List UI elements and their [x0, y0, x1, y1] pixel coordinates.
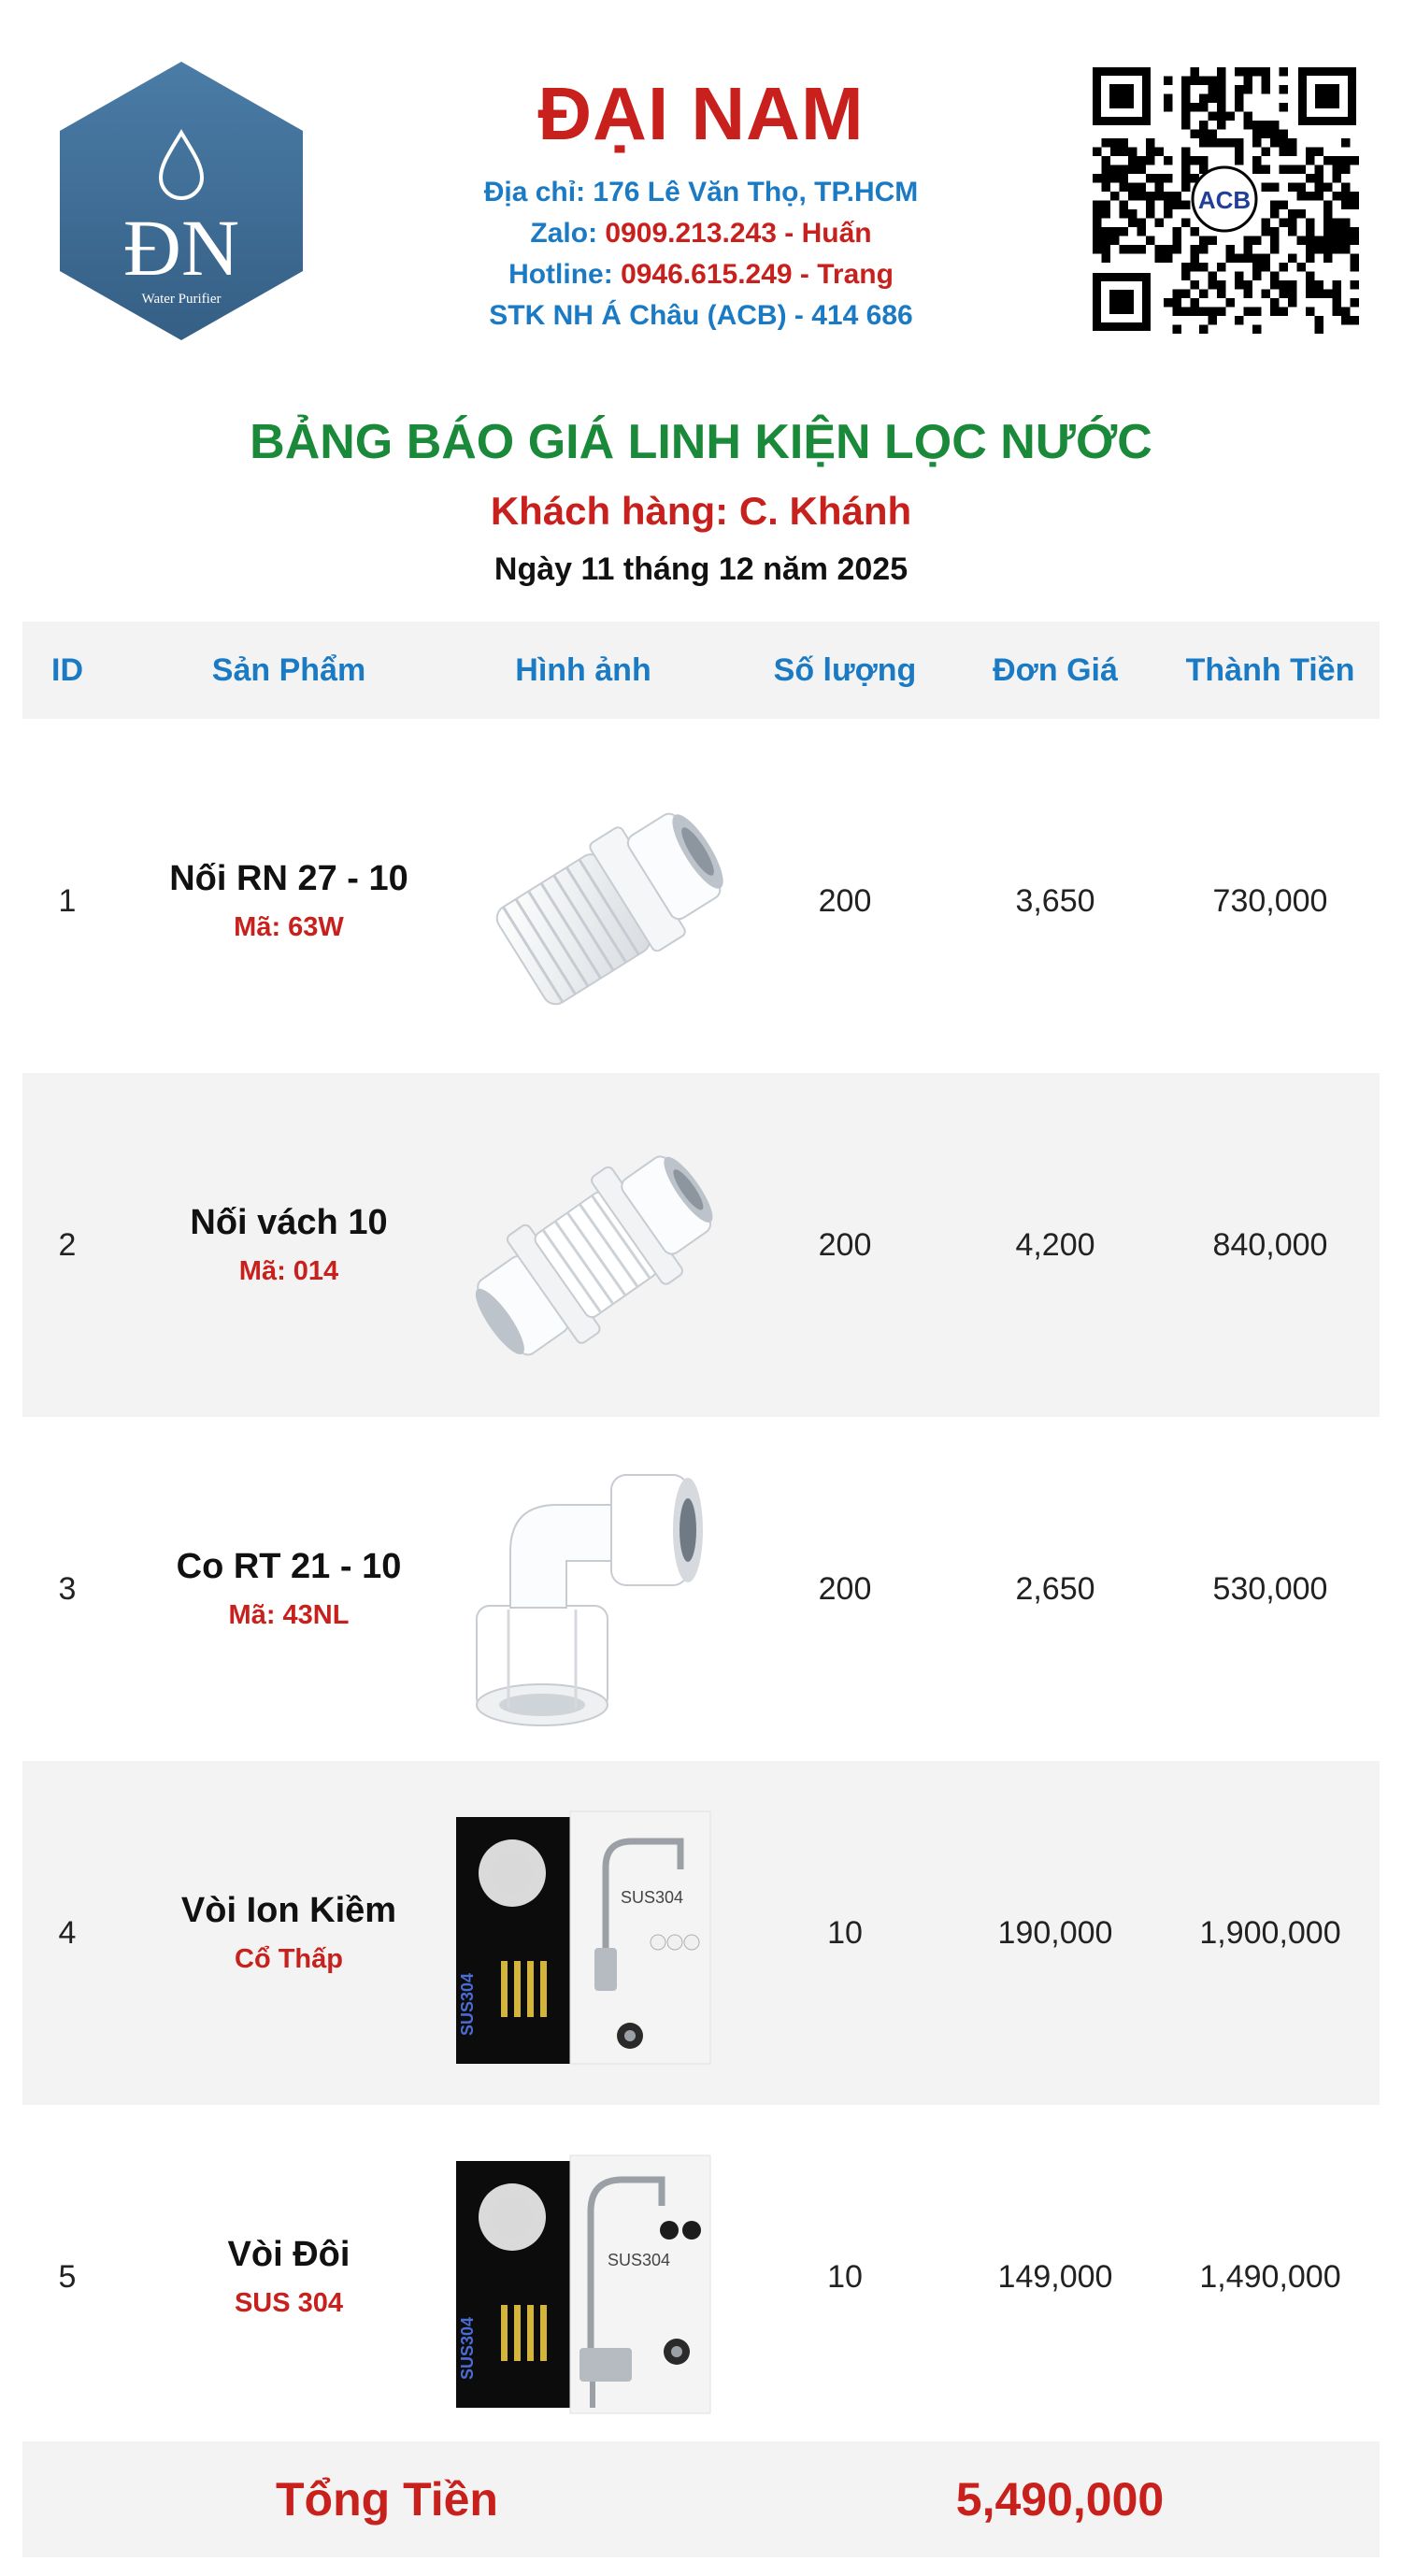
header-id: ID — [51, 652, 83, 688]
quote-date: Ngày 11 tháng 12 năm 2025 — [494, 551, 908, 587]
header-unit-price: Đơn Giá — [993, 652, 1118, 688]
qr-badge: ACB — [1197, 186, 1252, 214]
line-total: 1,490,000 — [1199, 2258, 1341, 2295]
grand-total-value: 5,490,000 — [955, 2473, 1165, 2526]
row-id: 2 — [58, 1226, 77, 1263]
bulkhead-connector-icon — [434, 1095, 733, 1395]
bag-label: SUS304 — [621, 1888, 684, 1907]
customer-name: Khách hàng: C. Khánh — [490, 489, 912, 533]
product-code: Mã: 63W — [234, 912, 344, 942]
double-faucet-box-icon — [434, 2127, 733, 2426]
logo-tagline: Water Purifier — [141, 292, 222, 307]
row-id: 4 — [58, 1914, 77, 1951]
unit-price: 2,650 — [1015, 1570, 1095, 1607]
header-quantity: Số lượng — [773, 652, 917, 688]
quantity: 10 — [827, 2258, 863, 2295]
table-header — [22, 622, 1380, 719]
product-code: Mã: 014 — [238, 1256, 339, 1286]
table-row — [22, 1073, 1380, 1417]
quantity: 200 — [818, 882, 872, 919]
unit-price: 4,200 — [1015, 1226, 1095, 1263]
box-label: SUS304 — [458, 2316, 477, 2380]
unit-price: 149,000 — [997, 2258, 1113, 2295]
document-title: BẢNG BÁO GIÁ LINH KIỆN LỌC NƯỚC — [250, 415, 1152, 469]
line-total: 730,000 — [1212, 882, 1328, 919]
table-row — [22, 1417, 1380, 1761]
table-row — [22, 2105, 1380, 2449]
bag-label: SUS304 — [608, 2251, 671, 2269]
product-code: SUS 304 — [234, 2288, 344, 2318]
brand-name: ĐẠI NAM — [537, 72, 865, 155]
row-id: 1 — [58, 882, 77, 919]
product-code: Cổ Thấp — [235, 1944, 343, 1974]
product-name: Co RT 21 - 10 — [176, 1547, 402, 1586]
box-label: SUS304 — [458, 1972, 477, 2036]
product-cell — [144, 729, 434, 1073]
line-total: 530,000 — [1212, 1570, 1328, 1607]
header-image: Hình ảnh — [515, 652, 651, 688]
quantity: 10 — [827, 1914, 863, 1951]
threaded-connector-icon — [434, 751, 733, 1051]
table-row — [22, 1761, 1380, 2105]
quantity: 200 — [818, 1570, 872, 1607]
elbow-connector-icon — [434, 1439, 733, 1739]
grand-total-row — [22, 2441, 1380, 2557]
logo-monogram: ĐN — [122, 203, 240, 293]
address-line: Địa chỉ: 176 Lê Văn Thọ, TP.HCM — [483, 177, 919, 208]
line-total: 1,900,000 — [1199, 1914, 1341, 1951]
bank-account-line: STK NH Á Châu (ACB) - 414 686 — [489, 300, 913, 331]
product-name: Vòi Đôi — [227, 2235, 350, 2274]
product-cell — [144, 1073, 434, 1417]
product-name: Nối vách 10 — [190, 1203, 388, 1242]
quantity: 200 — [818, 1226, 872, 1263]
product-cell — [144, 2105, 434, 2449]
hotline-value: 0946.615.249 - Trang — [621, 259, 894, 290]
faucet-box-icon — [434, 1783, 733, 2082]
unit-price: 3,650 — [1015, 882, 1095, 919]
header-product: Sản Phẩm — [211, 652, 366, 688]
row-id: 3 — [58, 1570, 77, 1607]
zalo-value: 0909.213.243 - Huấn — [605, 218, 872, 249]
product-cell — [144, 1761, 434, 2105]
product-name: Nối RN 27 - 10 — [169, 859, 408, 898]
table-row — [22, 729, 1380, 1073]
qr-code-icon — [1089, 64, 1360, 335]
unit-price: 190,000 — [997, 1914, 1113, 1951]
header-line-total: Thành Tiền — [1185, 652, 1355, 688]
product-code: Mã: 43NL — [228, 1600, 350, 1630]
product-cell — [144, 1417, 434, 1761]
zalo-label: Zalo: — [530, 218, 606, 249]
product-name: Vòi Ion Kiềm — [180, 1891, 397, 1930]
row-id: 5 — [58, 2258, 77, 2295]
hotline-label: Hotline: — [508, 259, 622, 290]
grand-total-label: Tổng Tiền — [276, 2473, 498, 2526]
line-total: 840,000 — [1212, 1226, 1328, 1263]
